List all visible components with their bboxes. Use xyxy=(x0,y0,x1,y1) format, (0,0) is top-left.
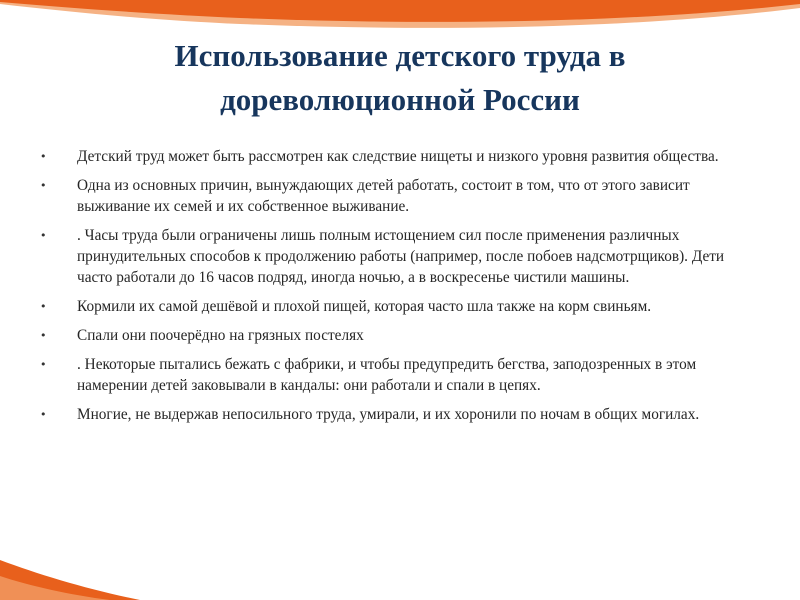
bullet-item xyxy=(40,296,760,317)
bullet-dot-icon: • xyxy=(40,358,47,371)
slide-title xyxy=(60,34,740,122)
bullet-text: Детский труд может быть рассмотрен как следствие нищеты и низкого уровня развития общества. xyxy=(77,148,719,165)
bullet-item xyxy=(40,325,760,346)
bullet-item xyxy=(40,354,760,396)
bullet-item xyxy=(40,175,760,217)
title-line-2: дореволюционной России xyxy=(220,82,580,117)
bullet-dot-icon: • xyxy=(40,179,47,192)
bullet-text: Многие, не выдержав непосильного труда, умирали, и их хоронили по ночам в общих могилах. xyxy=(77,406,700,423)
bullet-item xyxy=(40,225,760,288)
bullet-text: Кормили их самой дешёвой и плохой пищей, которая часто шла также на корм свиньям. xyxy=(77,298,652,315)
bullet-text: . Некоторые пытались бежать с фабрики, и чтобы предупредить бегства, заподозренных в этом намерении детей заковывали в кандалы: они работали и спали в цепях. xyxy=(77,356,697,394)
title-line-1: Использование детского труда в xyxy=(174,38,626,73)
bullet-dot-icon: • xyxy=(40,300,47,313)
bullet-item xyxy=(40,404,760,425)
bullet-dot-icon: • xyxy=(40,329,47,342)
bullet-text: . Часы труда были ограничены лишь полным истощением сил после применения различных принудительных способов к продолжению работы (например, после побоев надсмотрщиков). Дети часто работали до 16 часов подряд, иногда ночью, а в воскресенье чистили машины. xyxy=(77,227,725,286)
bullet-list xyxy=(40,146,760,433)
bottom-decorative-wave xyxy=(0,550,800,600)
bullet-dot-icon: • xyxy=(40,150,47,163)
bullet-text: Спали они поочерёдно на грязных постелях xyxy=(77,327,364,344)
bullet-dot-icon: • xyxy=(40,229,47,242)
bullet-item xyxy=(40,146,760,167)
bullet-text: Одна из основных причин, вынуждающих детей работать, состоит в том, что от этого зависит выживание их семей и их собственное выживание. xyxy=(77,177,690,215)
bullet-dot-icon: • xyxy=(40,408,47,421)
